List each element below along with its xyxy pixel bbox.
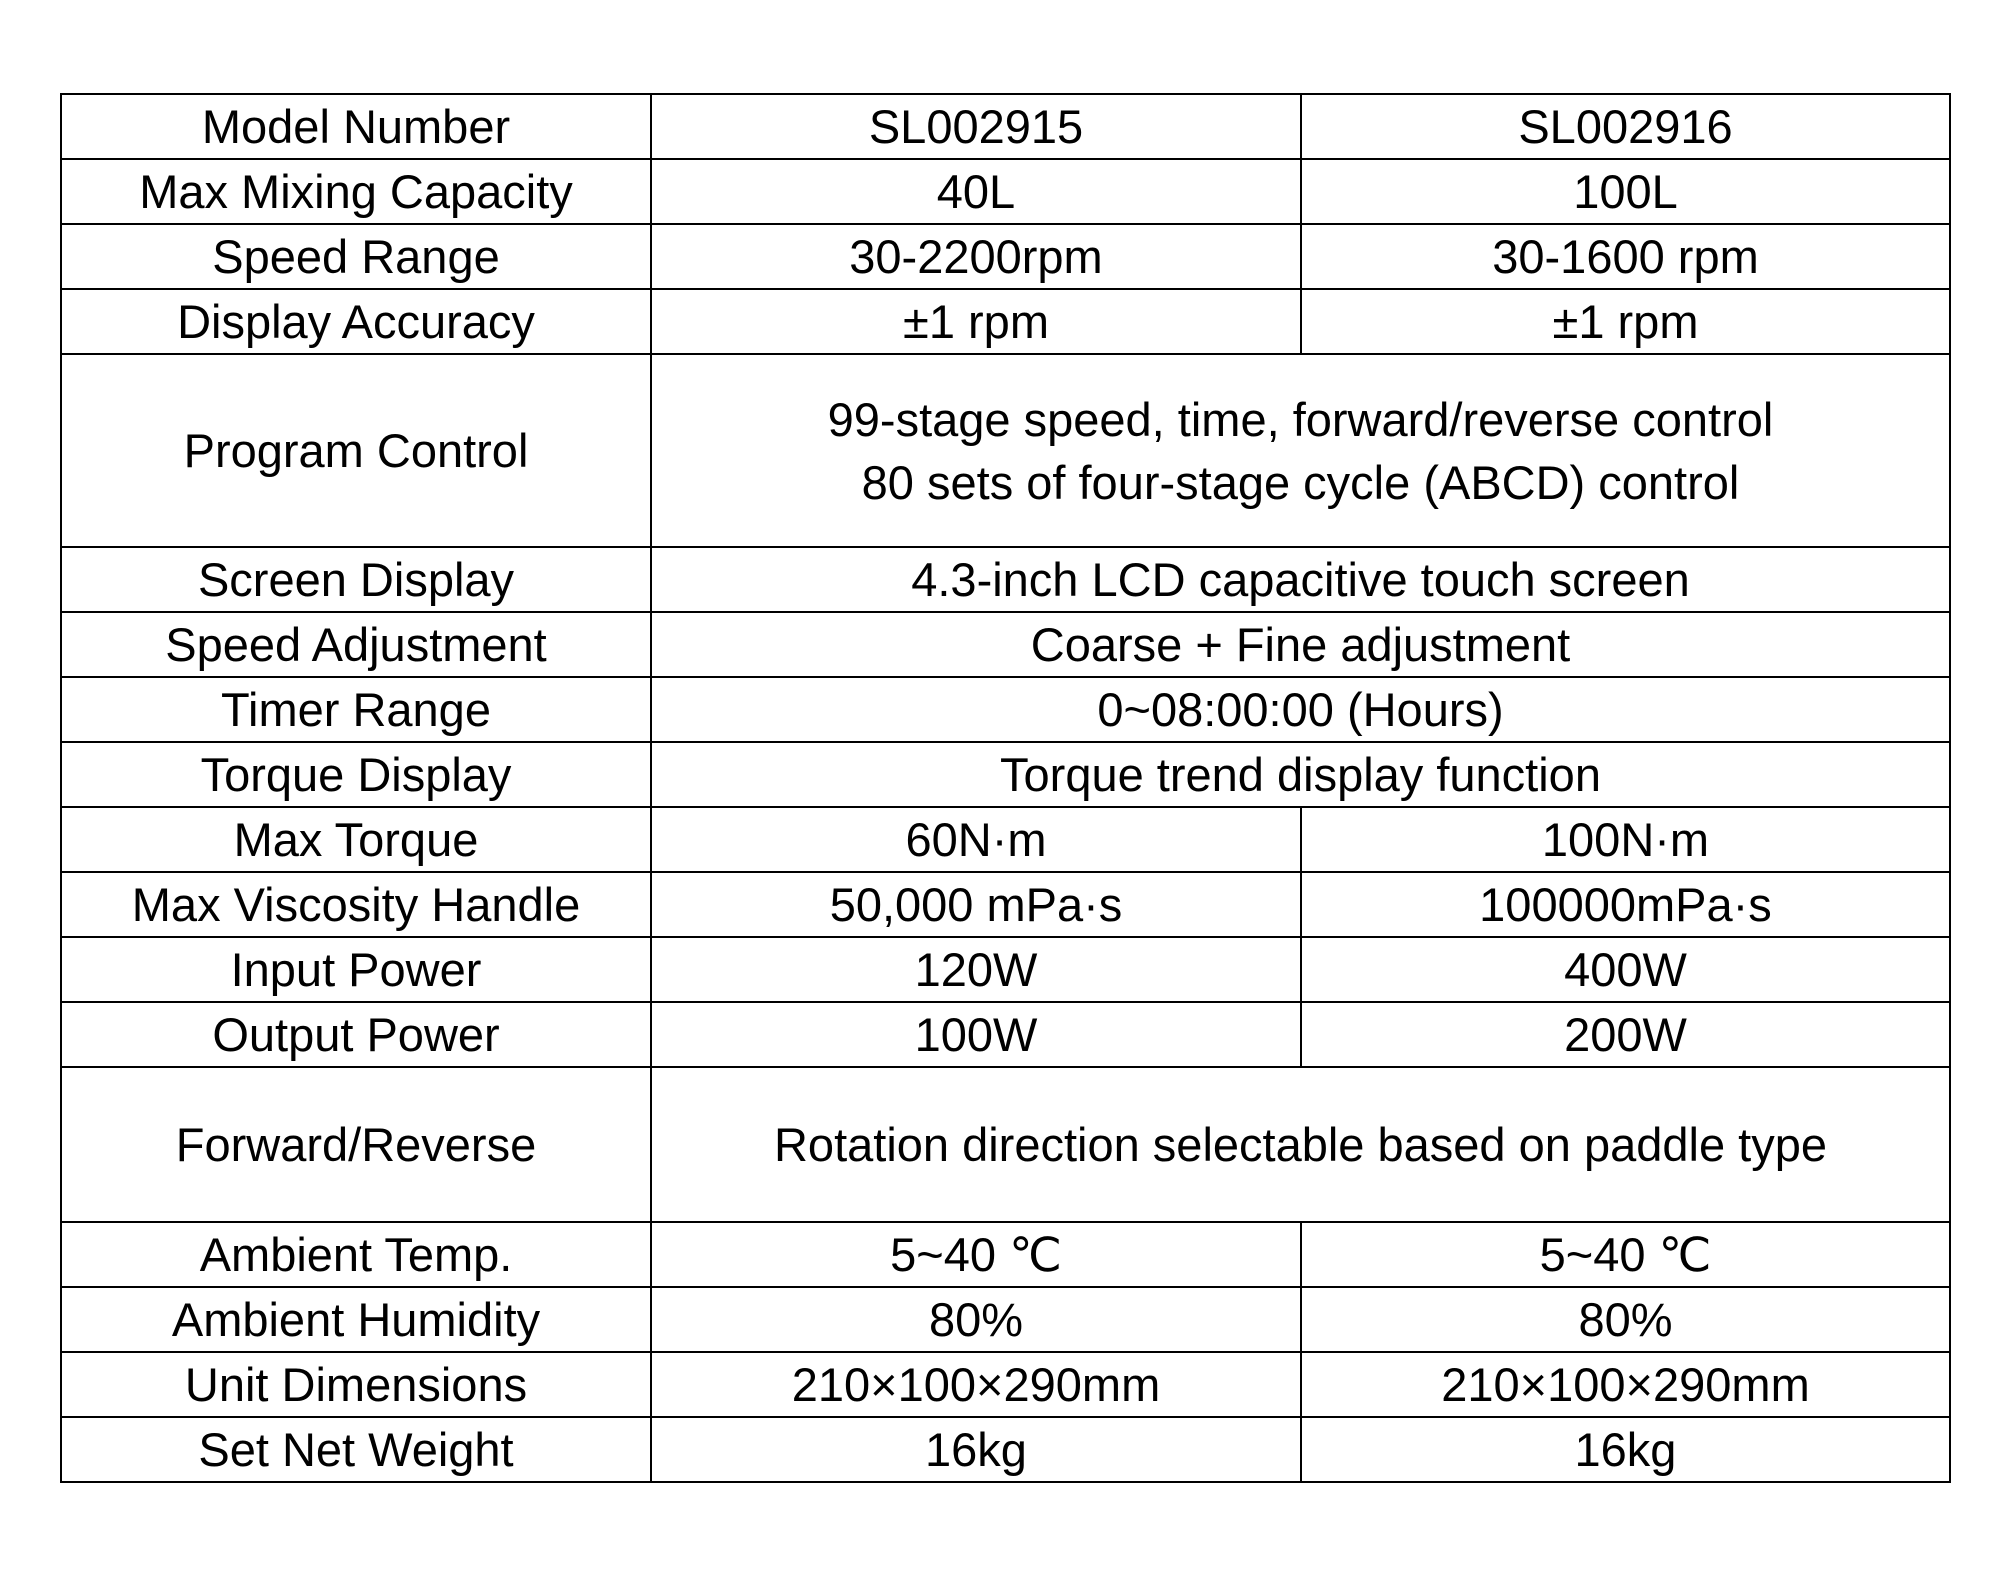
table-row [61, 1002, 1950, 1067]
row-label: Input Power [61, 937, 651, 1002]
row-label: Ambient Humidity [61, 1287, 651, 1352]
row-label: Screen Display [61, 547, 651, 612]
program-control-line-1: 99-stage speed, time, forward/reverse control [827, 392, 1774, 446]
table-row [61, 1352, 1950, 1417]
row-label: Model Number [61, 94, 651, 159]
table-row [61, 1287, 1950, 1352]
model-b-value: 400W [1301, 937, 1950, 1002]
shared-value: Coarse + Fine adjustment [651, 612, 1950, 677]
row-label: Max Mixing Capacity [61, 159, 651, 224]
model-a-value: SL002915 [651, 94, 1301, 159]
table-row [61, 354, 1950, 547]
model-a-value: 5~40 ℃ [651, 1222, 1301, 1287]
table-row [61, 872, 1950, 937]
model-a-value: ±1 rpm [651, 289, 1301, 354]
row-label: Display Accuracy [61, 289, 651, 354]
table-row [61, 677, 1950, 742]
model-a-value: 30-2200rpm [651, 224, 1301, 289]
row-label: Speed Range [61, 224, 651, 289]
table-row [61, 1417, 1950, 1482]
table-row [61, 937, 1950, 1002]
model-b-value: ±1 rpm [1301, 289, 1950, 354]
row-label: Output Power [61, 1002, 651, 1067]
model-a-value: 100W [651, 1002, 1301, 1067]
model-a-value: 210×100×290mm [651, 1352, 1301, 1417]
model-a-value: 80% [651, 1287, 1301, 1352]
model-b-value: SL002916 [1301, 94, 1950, 159]
shared-value: Rotation direction selectable based on paddle type [651, 1067, 1950, 1222]
row-label: Timer Range [61, 677, 651, 742]
table-row [61, 1222, 1950, 1287]
row-label: Max Torque [61, 807, 651, 872]
model-b-value: 100N·m [1301, 807, 1950, 872]
row-label: Set Net Weight [61, 1417, 651, 1482]
shared-value [651, 354, 1950, 547]
spec-table [60, 93, 1951, 1483]
model-b-value: 210×100×290mm [1301, 1352, 1950, 1417]
program-control-line-2: 80 sets of four-stage cycle (ABCD) control [861, 455, 1740, 509]
model-a-value: 120W [651, 937, 1301, 1002]
model-b-value: 100L [1301, 159, 1950, 224]
row-label: Speed Adjustment [61, 612, 651, 677]
shared-value: 4.3-inch LCD capacitive touch screen [651, 547, 1950, 612]
row-label: Ambient Temp. [61, 1222, 651, 1287]
model-b-value: 100000mPa·s [1301, 872, 1950, 937]
table-row [61, 224, 1950, 289]
row-label: Torque Display [61, 742, 651, 807]
model-a-value: 40L [651, 159, 1301, 224]
table-row [61, 94, 1950, 159]
model-b-value: 80% [1301, 1287, 1950, 1352]
table-row [61, 612, 1950, 677]
table-row [61, 547, 1950, 612]
model-b-value: 5~40 ℃ [1301, 1222, 1950, 1287]
model-b-value: 200W [1301, 1002, 1950, 1067]
table-row [61, 159, 1950, 224]
model-b-value: 16kg [1301, 1417, 1950, 1482]
table-row [61, 1067, 1950, 1222]
row-label: Forward/Reverse [61, 1067, 651, 1222]
row-label: Unit Dimensions [61, 1352, 651, 1417]
model-b-value: 30-1600 rpm [1301, 224, 1950, 289]
shared-value: Torque trend display function [651, 742, 1950, 807]
model-a-value: 50,000 mPa·s [651, 872, 1301, 937]
shared-value: 0~08:00:00 (Hours) [651, 677, 1950, 742]
table-row [61, 742, 1950, 807]
row-label: Program Control [61, 354, 651, 547]
table-row [61, 807, 1950, 872]
model-a-value: 60N·m [651, 807, 1301, 872]
model-a-value: 16kg [651, 1417, 1301, 1482]
table-row [61, 289, 1950, 354]
row-label: Max Viscosity Handle [61, 872, 651, 937]
